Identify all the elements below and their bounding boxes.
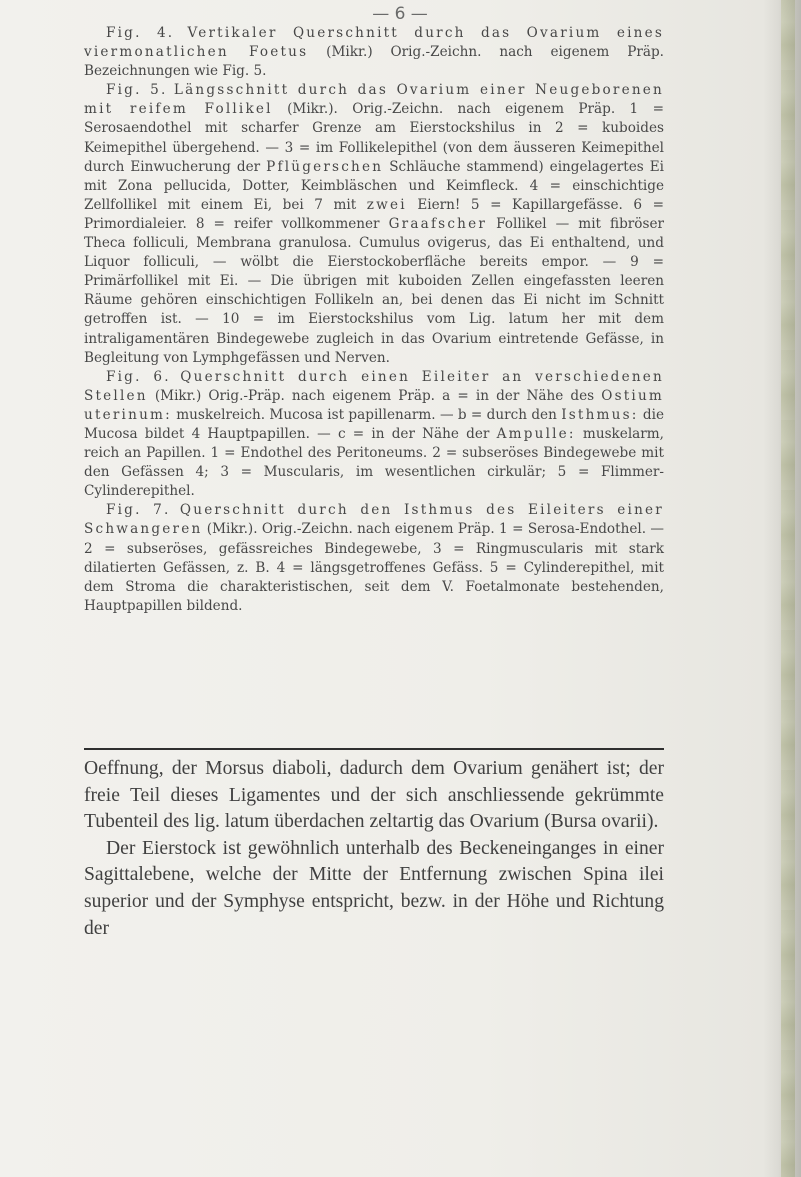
caption-fig-6-title: Querschnitt durch einen Eileiter an verschiedenen Stellen	[84, 368, 664, 404]
caption-fig-5-pflueger: Pflügerschen	[266, 158, 384, 175]
caption-fig-6-ostium: Ostium uterinum:	[84, 387, 664, 423]
section-divider	[84, 748, 664, 750]
body-paragraph-1: Oeffnung, der Morsus diaboli, dadurch dem Ovarium genähert ist; der freie Teil dieses Ligamentes und der sich anschliessende gekrümmte Tubenteil des lig. latum überdachen zeltartig das Ovarium (Bursa ovarii).	[84, 758, 664, 833]
caption-fig-5	[84, 81, 664, 367]
caption-fig-6-ampulle: Ampulle:	[496, 425, 576, 442]
caption-fig-4	[84, 24, 664, 81]
body-paragraph-2: Der Eierstock ist gewöhnlich unterhalb des Beckeneinganges in einer Sagittalebene, welche der Mitte der Entfernung zwischen Spina ilei superior und der Symphyse entspricht, bezw. in der Höhe und Richtung der	[84, 837, 664, 939]
caption-fig-7-text: (Mikr.). Orig.-Zeichn. nach eigenem Präp. 1 = Serosa-Endothel. — 2 = subseröses, gefässreiches Bindegewebe, 3 = Ringmuscularis mit stark dilatierten Gefässen, z. B. 4 = längsgetroffenes Gefäss. 5 = Cylinderepithel, mit dem Stroma die charakteristischen, seit dem V. Foetalmonate bestehenden, Hauptpapillen bildend.	[84, 521, 664, 614]
caption-fig-6-text-a: (Mikr.) Orig.-Präp. nach eigenem Präp. a = in der Nähe des	[147, 387, 602, 404]
caption-fig-4-title: Vertikaler Querschnitt durch das Ovarium eines viermonatlichen Foetus	[84, 25, 664, 61]
page-edge-shadow	[763, 0, 801, 1177]
caption-fig-4-text: (Mikr.) Orig.-Zeichn. nach eigenem Präp. Bezeichnungen wie Fig. 5.	[84, 44, 664, 80]
caption-fig-5-graaf: Graafscher	[388, 215, 488, 232]
caption-fig-7	[84, 501, 664, 616]
body-text	[84, 756, 664, 942]
caption-fig-5-text-c: Eiern! 5 = Kapillargefässe. 6 = Primordialeier. 8 = reifer vollkommener	[84, 196, 665, 232]
caption-fig-7-label: Fig. 7.	[106, 502, 171, 519]
caption-fig-6-label: Fig. 6.	[106, 368, 171, 385]
figure-captions	[84, 24, 664, 616]
caption-fig-6-isthmus: Isthmus:	[561, 406, 639, 423]
caption-fig-5-title: Längsschnitt durch das Ovarium einer Neugeborenen mit reifem Follikel	[84, 82, 665, 118]
caption-fig-4-label: Fig. 4.	[106, 25, 175, 41]
caption-fig-6-text-d: muskelarm, reich an Papillen. 1 = Endothel des Peritoneums. 2 = subseröses Bindegewebe mit den Gefässen 4; 3 = Muscularis, im wesentlichen cirkulär; 5 = Flimmer-Cylinderepithel.	[84, 425, 664, 500]
caption-fig-5-text-b: Schläuche stammend) eingelagertes Ei mit Zona pellucida, Dotter, Keimbläschen und Keimfleck. 4 = einschichtige Zellfollikel mit einem Ei, bei 7 mit	[84, 158, 664, 213]
caption-fig-5-zwei: zwei	[366, 196, 407, 213]
caption-fig-6	[84, 368, 664, 502]
caption-fig-5-label: Fig. 5.	[106, 82, 168, 99]
caption-fig-6-text-b: muskelreich. Mucosa ist papillenarm. — b = durch den	[171, 406, 562, 423]
caption-fig-6-text-c: die Mucosa bildet 4 Hauptpapillen. — c = in der Nähe der	[84, 406, 665, 442]
caption-fig-7-title: Querschnitt durch den Isthmus des Eileiters einer Schwangeren	[84, 502, 664, 538]
page-number: — 6 —	[372, 4, 428, 24]
caption-fig-5-text-a: (Mikr.). Orig.-Zeichn. nach eigenem Präp. 1 = Serosaendothel mit scharfer Grenze am Eierstockshilus in 2 = kuboides Keimepithel übergehend. — 3 = im Follikelepithel (von dem äusseren Keimepithel durch Einwucherung der	[84, 101, 664, 175]
caption-fig-5-text-d: Follikel — mit fibröser Theca folliculi, Membrana granulosa. Cumulus ovigerus, das Ei enthaltend, und Liquor folliculi, — wölbt die Eierstockoberfläche bereits empor. — 9 = Primärfollikel mit Ei. — Die übrigen mit kuboiden Zellen eingefassten leeren Räume gehören einschichtigen Follikeln an, bei denen das Ei nicht im Schnitt getroffen ist. — 10 = im Eierstockshilus vom Lig. latum her mit dem intraligamentären Bindegewebe zugleich in das Ovarium eintretende Gefässe, in Begleitung von Lymphgefässen und Nerven.	[84, 215, 664, 366]
